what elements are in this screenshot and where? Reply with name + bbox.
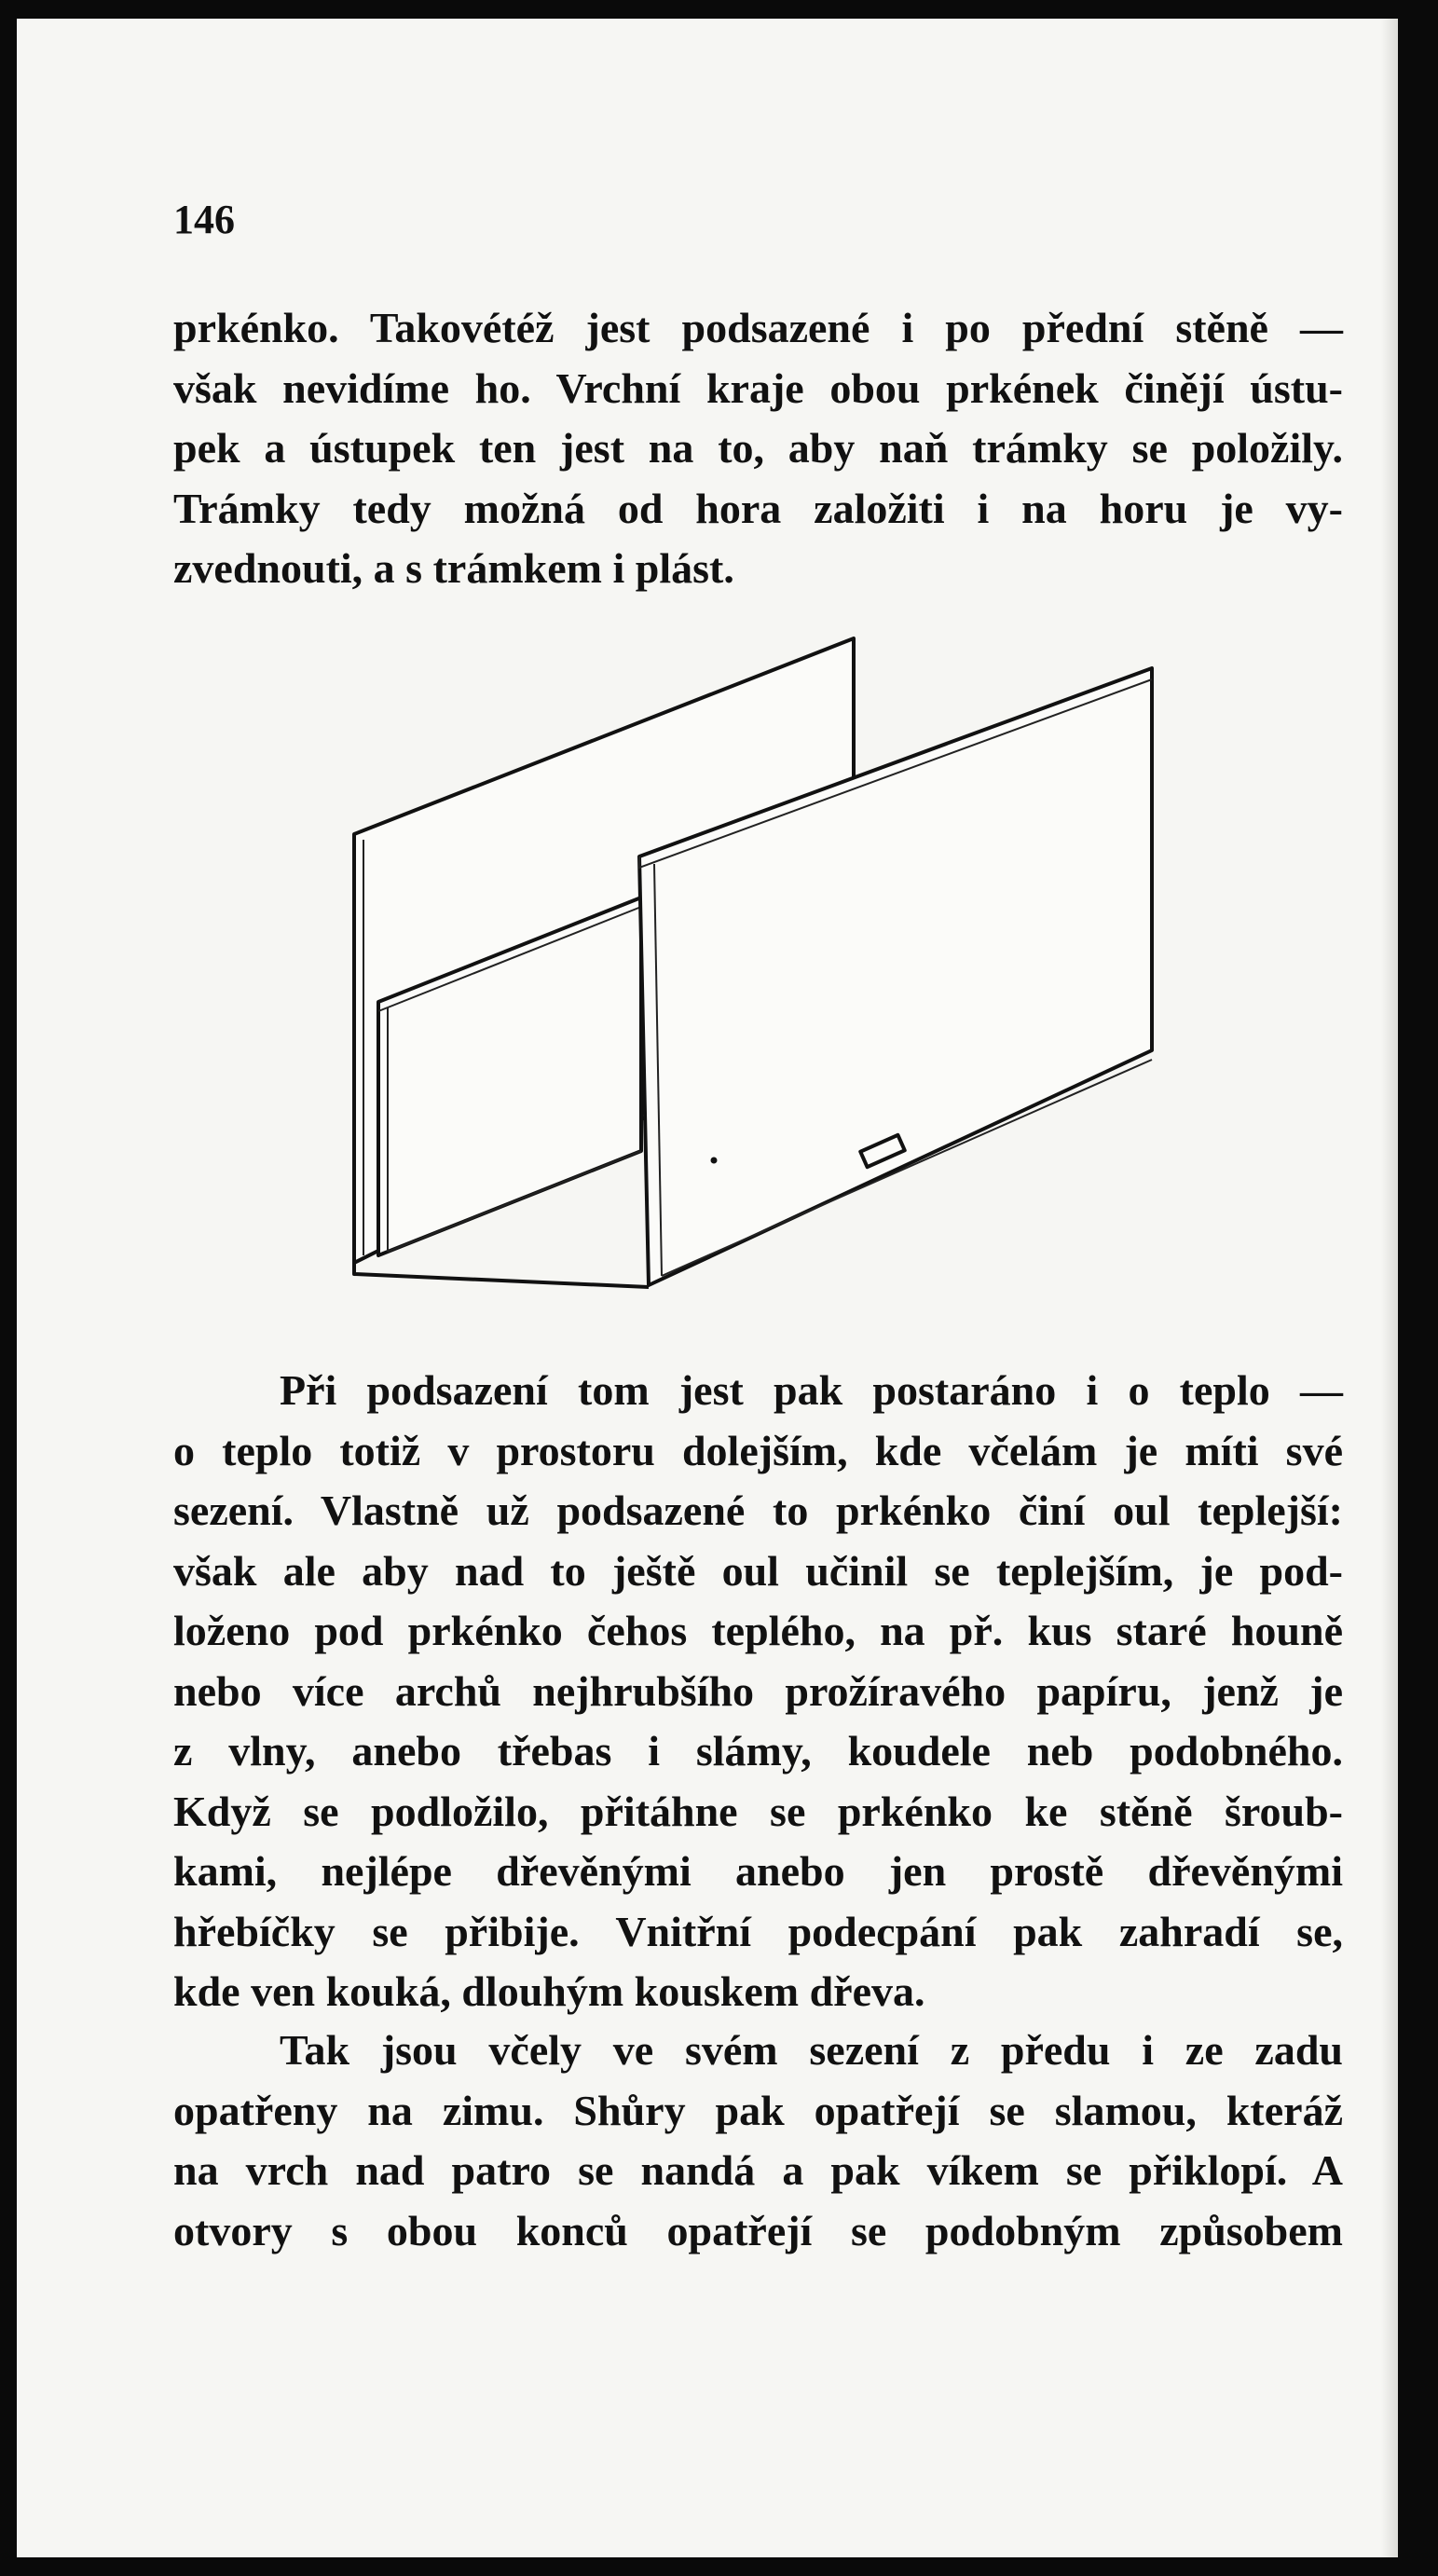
paragraph-2 [173, 1361, 1343, 2022]
paragraph-2-line-11: kde ven kouká, dlouhým kouskem dřeva. [173, 1967, 925, 2015]
paragraph-2-line-8: Když se podložilo, přitáhne se prkénko ke stěně šroub- [173, 1787, 1343, 1835]
paragraph-1-line-1: prkénko. Takovétéž jest podsazené i po přední stěně — [173, 304, 1343, 351]
paragraph-2-line-2: o teplo totiž v prostoru dolejším, kde včelám je míti své [173, 1426, 1343, 1474]
paragraph-1-line-2: však nevidíme ho. Vrchní kraje obou prkének činějí ústu- [173, 363, 1343, 412]
nail-mark-icon [711, 1158, 718, 1164]
paragraph-3-line-2: opatřeny na zimu. Shůry pak opatřejí se slamou, kteráž [173, 2086, 1343, 2134]
base-front-edge [354, 1263, 649, 1287]
page-edge-shadow [1381, 19, 1398, 2557]
paragraph-2-line-5: loženo pod prkénko čehos teplého, na př. kus staré houně [173, 1607, 1343, 1654]
hive-insert-illustration [334, 629, 1172, 1300]
book-page [17, 19, 1398, 2557]
paragraph-1-line-4: Trámky tedy možná od hora založiti i na horu je vy- [173, 484, 1343, 532]
paragraph-3 [173, 2021, 1343, 2261]
paragraph-2-line-6: nebo více archů nejhrubšího prožíravého papíru, jenž je [173, 1666, 1343, 1715]
paragraph-3-line-3: na vrch nad patro se nandá a pak víkem se přiklopí. A [173, 2146, 1343, 2194]
paragraph-1-line-5: zvednouti, a s trámkem i plást. [173, 544, 734, 592]
paragraph-2-line-7: z vlny, anebo třebas i slámy, koudele neb podobného. [173, 1727, 1343, 1774]
paragraph-3-line-1: Tak jsou včely ve svém sezení z předu i ze zadu [280, 2026, 1343, 2074]
hive-insert-drawing [334, 629, 1172, 1300]
paragraph-2-line-4: však ale aby nad to ještě oul učinil se teplejším, je pod- [173, 1546, 1343, 1595]
page-number: 146 [173, 197, 235, 242]
paragraph-2-line-9: kami, nejlépe dřevěnými anebo jen prostě dřevěnými [173, 1847, 1343, 1895]
paragraph-2-line-3: sezení. Vlastně už podsazené to prkénko činí oul teplejší: [173, 1487, 1343, 1534]
paragraph-2-line-10: hřebíčky se přibije. Vnitřní podecpání pak zahradí se, [173, 1907, 1343, 1955]
paragraph-1-line-3: pek a ústupek ten jest na to, aby naň trámky se položily. [173, 424, 1343, 472]
paragraph-1 [173, 298, 1343, 599]
paragraph-2-line-1: Při podsazení tom jest pak postaráno i o teplo — [280, 1366, 1343, 1414]
paragraph-3-line-4: otvory s obou konců opatřejí se podobným způsobem [173, 2206, 1343, 2254]
